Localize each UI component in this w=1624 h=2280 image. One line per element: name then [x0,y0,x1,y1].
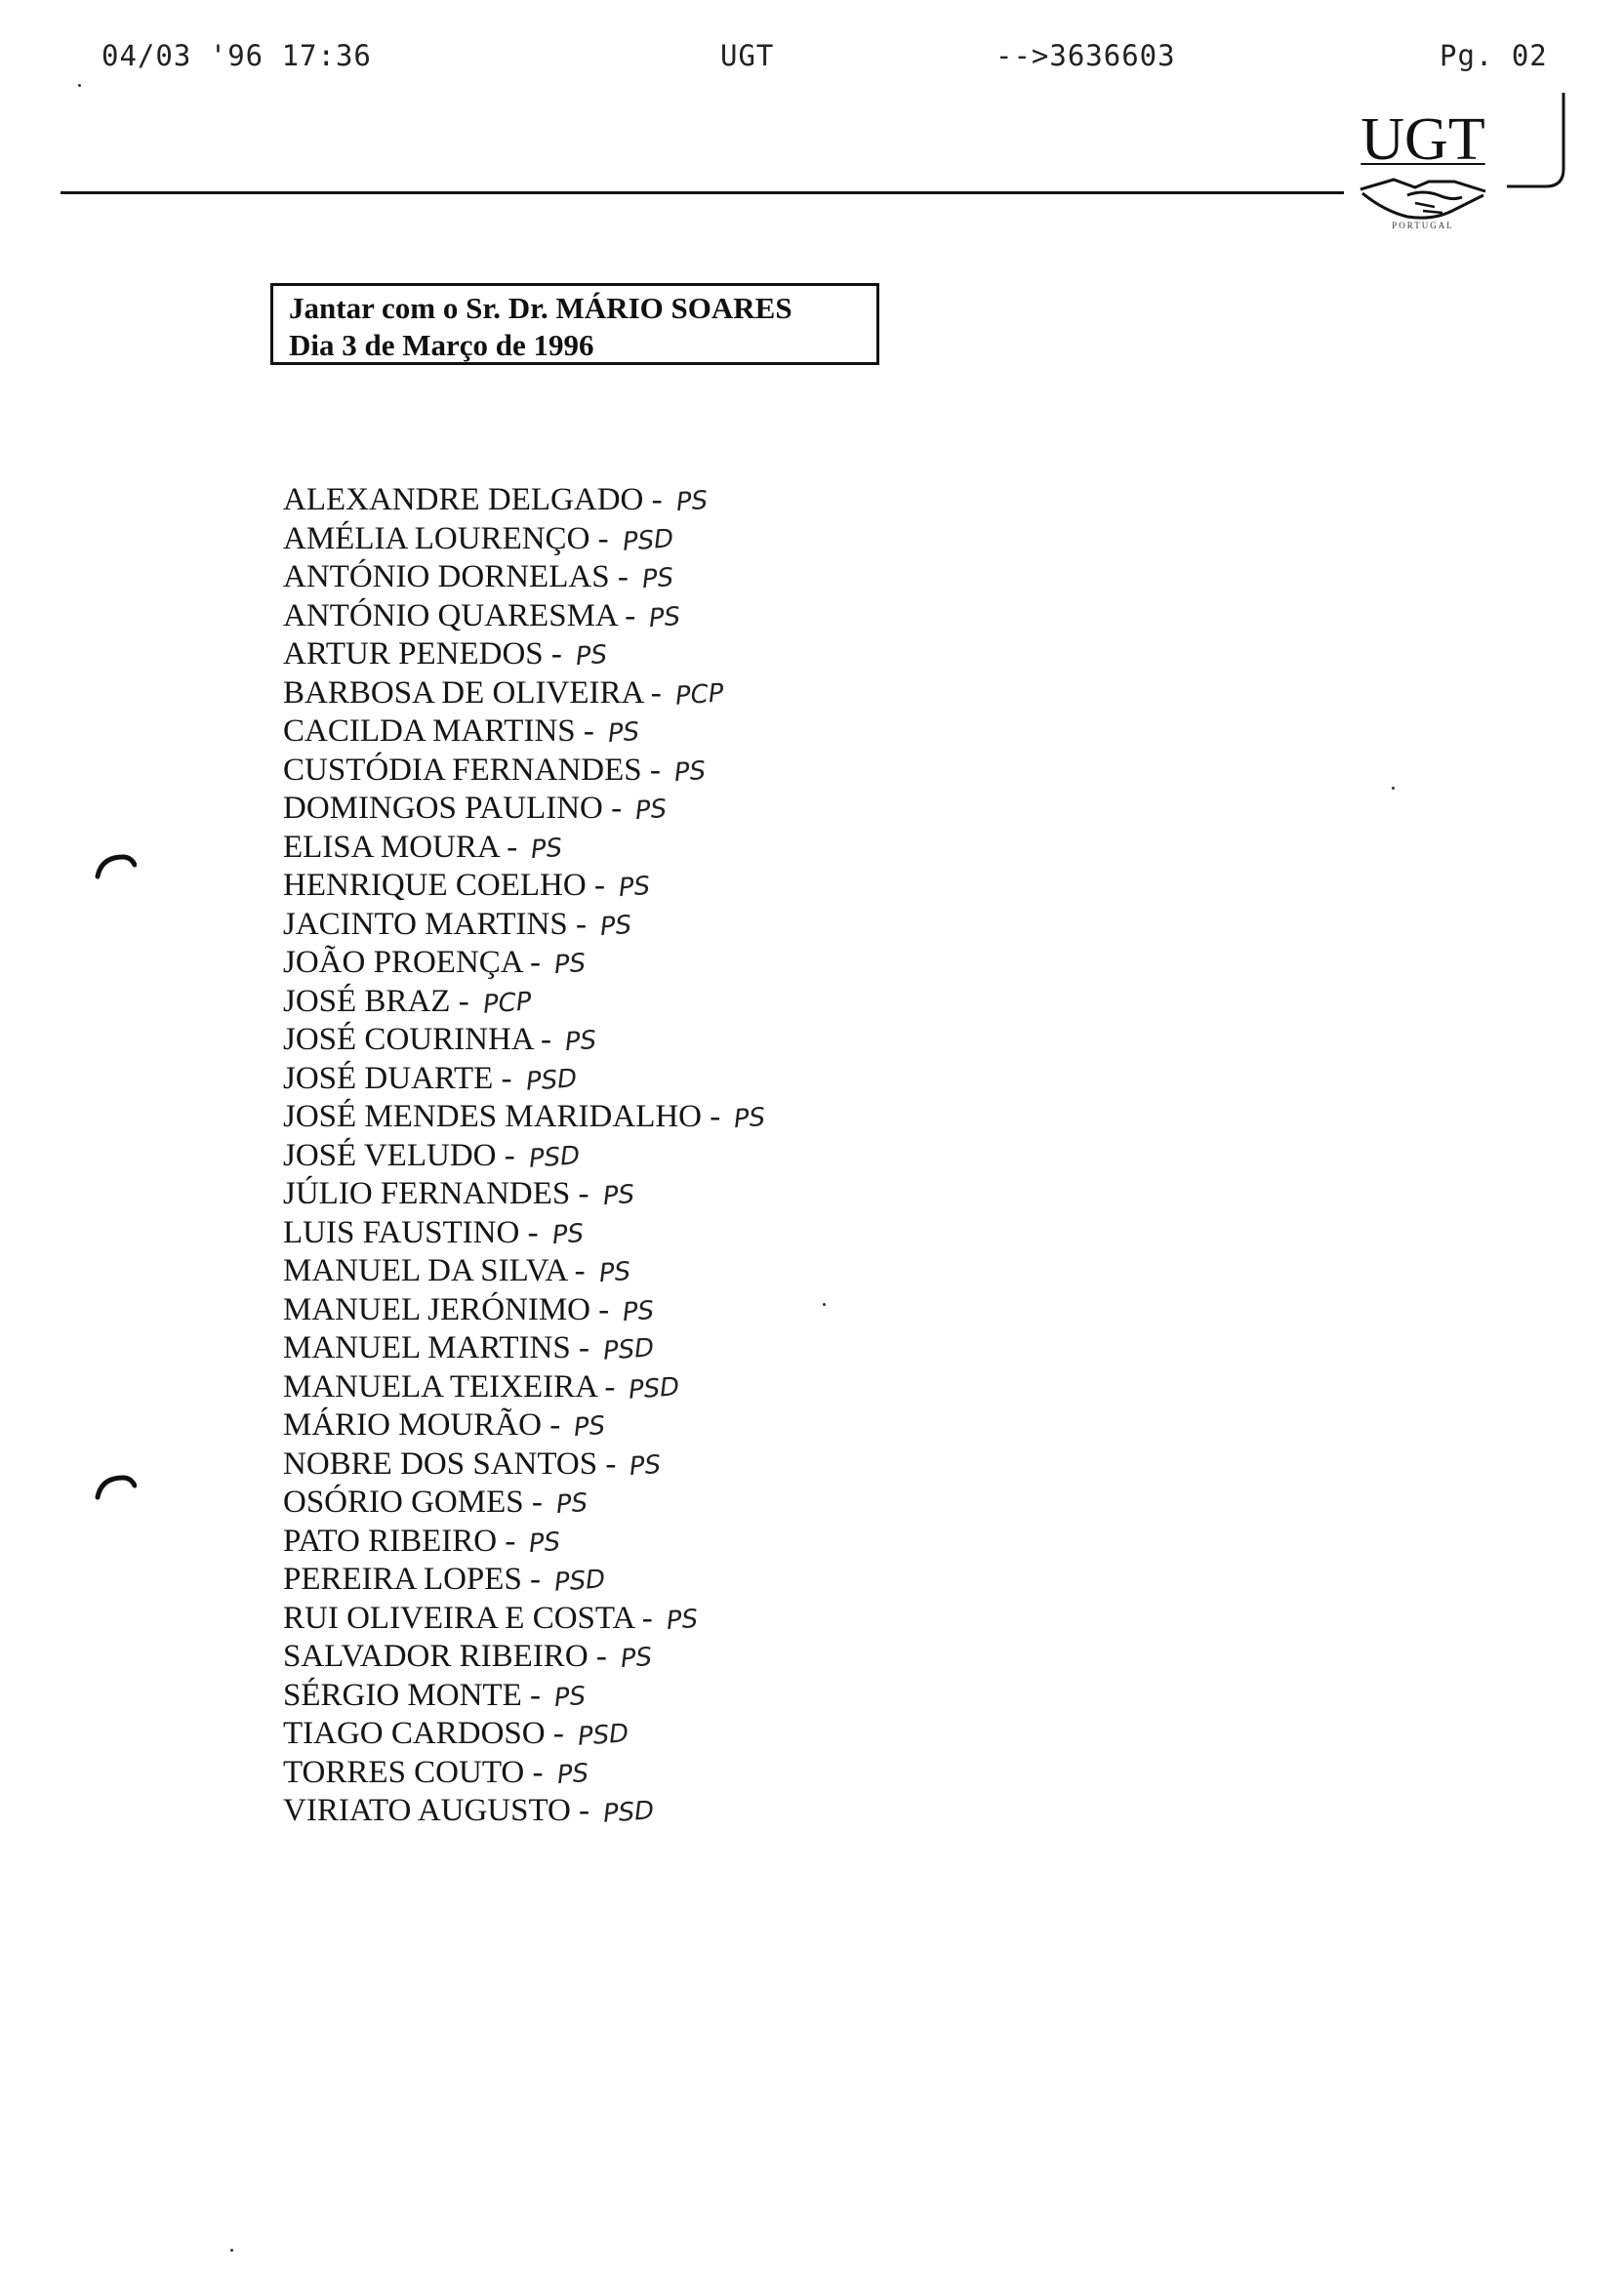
list-item: JOÃO PROENÇA - PS [283,944,765,983]
list-item: ELISA MOURA - PS [283,829,765,868]
party-annotation: PS [601,1179,635,1212]
party-annotation: PCP [481,986,533,1020]
attendee-name: PEREIRA LOPES [283,1562,522,1597]
list-item: ARTUR PENEDOS - PS [283,635,765,674]
party-annotation: PS [674,485,709,518]
list-item: ANTÓNIO DORNELAS - PS [283,558,765,597]
party-annotation: PS [634,794,669,827]
list-item: NOBRE DOS SANTOS - PS [283,1445,765,1485]
event-title: Jantar com o Sr. Dr. MÁRIO SOARES [289,291,792,325]
party-annotation: PCP [673,677,725,712]
letterhead-rule [61,191,1344,194]
attendee-name: JOSÉ COURINHA [283,1022,533,1057]
list-item: VIRIATO AUGUSTO - PSD [283,1792,765,1831]
party-annotation: PS [622,1295,656,1327]
attendee-name: MANUEL DA SILVA [283,1253,567,1288]
list-item: JOSÉ DUARTE - PSD [283,1060,765,1099]
list-item: LUIS FAUSTINO - PS [283,1214,765,1253]
party-annotation: PSD [602,1796,656,1829]
handshake-icon [1355,168,1491,226]
party-annotation: PS [528,1527,562,1559]
list-item: CUSTÓDIA FERNANDES - PS [283,752,765,791]
party-annotation: PSD [524,1063,578,1097]
party-annotation: PS [648,601,682,633]
party-annotation: PSD [601,1333,656,1366]
attendee-name: DOMINGOS PAULINO [283,791,603,826]
list-item: RUI OLIVEIRA E COSTA - PS [283,1600,765,1639]
party-annotation: PSD [553,1565,607,1598]
party-annotation: PS [617,871,652,904]
list-item: MANUELA TEIXEIRA - PSD [283,1368,765,1407]
letterhead-bracket [1507,93,1575,188]
list-item: MÁRIO MOURÃO - PS [283,1406,765,1445]
list-item: DOMINGOS PAULINO - PS [283,790,765,829]
event-title-box [270,283,879,365]
attendee-name: JOSÉ MENDES MARIDALHO [283,1099,703,1134]
list-item: JOSÉ VELUDO - PSD [283,1137,765,1176]
fax-page-number: Pg. 02 [1440,39,1548,72]
list-item: CACILDA MARTINS - PS [283,712,765,752]
party-annotation: PS [552,948,588,981]
list-item: ALEXANDRE DELGADO - PS [283,481,765,520]
list-item: JOSÉ BRAZ - PCP [283,983,765,1022]
logo-text: UGT [1360,106,1485,173]
party-annotation: PS [665,1604,699,1636]
attendee-name: TORRES COUTO [283,1754,525,1790]
list-item: JACINTO MARTINS - PS [283,906,765,945]
party-annotation: PS [672,755,708,788]
party-annotation: PSD [576,1719,629,1752]
party-annotation: PS [574,639,609,672]
fax-number: -->3636603 [995,39,1176,72]
hole-punch-mark [94,1472,137,1501]
attendee-name: VIRIATO AUGUSTO [283,1793,571,1828]
scan-speck [823,1303,826,1306]
attendee-name: LUIS FAUSTINO [283,1214,520,1250]
list-item: ANTÓNIO QUARESMA - PS [283,597,765,636]
list-item: AMÉLIA LOURENÇO - PSD [283,520,765,559]
event-date: Dia 3 de Março de 1996 [289,328,594,362]
list-item: JÚLIO FERNANDES - PS [283,1175,765,1214]
attendee-name: RUI OLIVEIRA E COSTA [283,1600,634,1636]
attendee-name: JOSÉ BRAZ [283,983,451,1019]
list-item: SÉRGIO MONTE - PS [283,1677,765,1716]
attendee-name: JÚLIO FERNANDES [283,1176,571,1211]
fax-date-time: 04/03 '96 17:36 [102,39,372,72]
party-annotation: PS [598,910,633,942]
party-annotation: PS [554,1487,589,1521]
attendee-name: CUSTÓDIA FERNANDES [283,752,642,788]
attendee-list [283,481,765,1831]
attendee-name: ARTUR PENEDOS [283,636,544,672]
fax-sender: UGT [720,39,775,72]
party-annotation: PSD [621,523,674,557]
list-item: HENRIQUE COELHO - PS [283,867,765,906]
scan-speck [78,84,81,87]
party-annotation: PS [552,1681,588,1713]
list-item: BARBOSA DE OLIVEIRA - PCP [283,674,765,713]
attendee-name: JOSÉ DUARTE [283,1060,494,1096]
list-item: MANUEL JERÓNIMO - PS [283,1291,765,1330]
party-annotation: PS [619,1642,654,1675]
party-annotation: PS [555,1758,589,1790]
attendee-name: ALEXANDRE DELGADO [283,482,644,517]
party-annotation: PS [563,1025,598,1058]
fax-header [0,39,1624,78]
list-item: OSÓRIO GOMES - PS [283,1484,765,1523]
attendee-name: NOBRE DOS SANTOS [283,1445,598,1482]
attendee-name: MANUEL MARTINS [283,1330,571,1365]
attendee-name: OSÓRIO GOMES [283,1485,524,1520]
scan-speck [1392,787,1395,790]
party-annotation: PS [597,1256,631,1289]
party-annotation: PS [606,716,641,750]
party-annotation: PS [550,1218,585,1250]
attendee-name: SALVADOR RIBEIRO [283,1639,589,1674]
scan-speck [230,2249,233,2252]
attendee-name: MÁRIO MOURÃO [283,1407,542,1443]
list-item: SALVADOR RIBEIRO - PS [283,1638,765,1677]
list-item: PATO RIBEIRO - PS [283,1523,765,1562]
ugt-logo [1345,106,1501,246]
attendee-name: PATO RIBEIRO [283,1523,498,1559]
attendee-name: JOSÉ VELUDO [283,1137,497,1173]
attendee-name: CACILDA MARTINS [283,713,576,749]
attendee-name: MANUEL JERÓNIMO [283,1291,591,1327]
attendee-name: MANUELA TEIXEIRA [283,1368,597,1405]
party-annotation: PS [629,1449,663,1482]
list-item: MANUEL DA SILVA - PS [283,1252,765,1291]
attendee-name: TIAGO CARDOSO [283,1716,546,1751]
list-item: TIAGO CARDOSO - PSD [283,1715,765,1754]
list-item: PEREIRA LOPES - PSD [283,1561,765,1600]
party-annotation: PSD [527,1140,581,1174]
party-annotation: PS [733,1102,767,1135]
attendee-name: JOÃO PROENÇA [283,945,522,980]
list-item: TORRES COUTO - PS [283,1754,765,1793]
hole-punch-mark [94,851,137,880]
attendee-name: HENRIQUE COELHO [283,868,587,903]
logo-subtext: PORTUGAL [1392,221,1454,230]
attendee-name: SÉRGIO MONTE [283,1677,522,1713]
party-annotation: PS [640,562,674,595]
attendee-name: AMÉLIA LOURENÇO [283,520,590,556]
attendee-name: JACINTO MARTINS [283,906,568,942]
party-annotation: PSD [628,1371,681,1405]
attendee-name: BARBOSA DE OLIVEIRA [283,674,643,711]
list-item: JOSÉ MENDES MARIDALHO - PS [283,1098,765,1137]
list-item: MANUEL MARTINS - PSD [283,1329,765,1368]
attendee-name: ANTÓNIO QUARESMA [283,597,617,633]
attendee-name: ANTÓNIO DORNELAS [283,559,610,594]
list-item: JOSÉ COURINHA - PS [283,1021,765,1060]
party-annotation: PS [530,833,564,865]
attendee-name: ELISA MOURA [283,829,499,865]
party-annotation: PS [573,1410,607,1444]
